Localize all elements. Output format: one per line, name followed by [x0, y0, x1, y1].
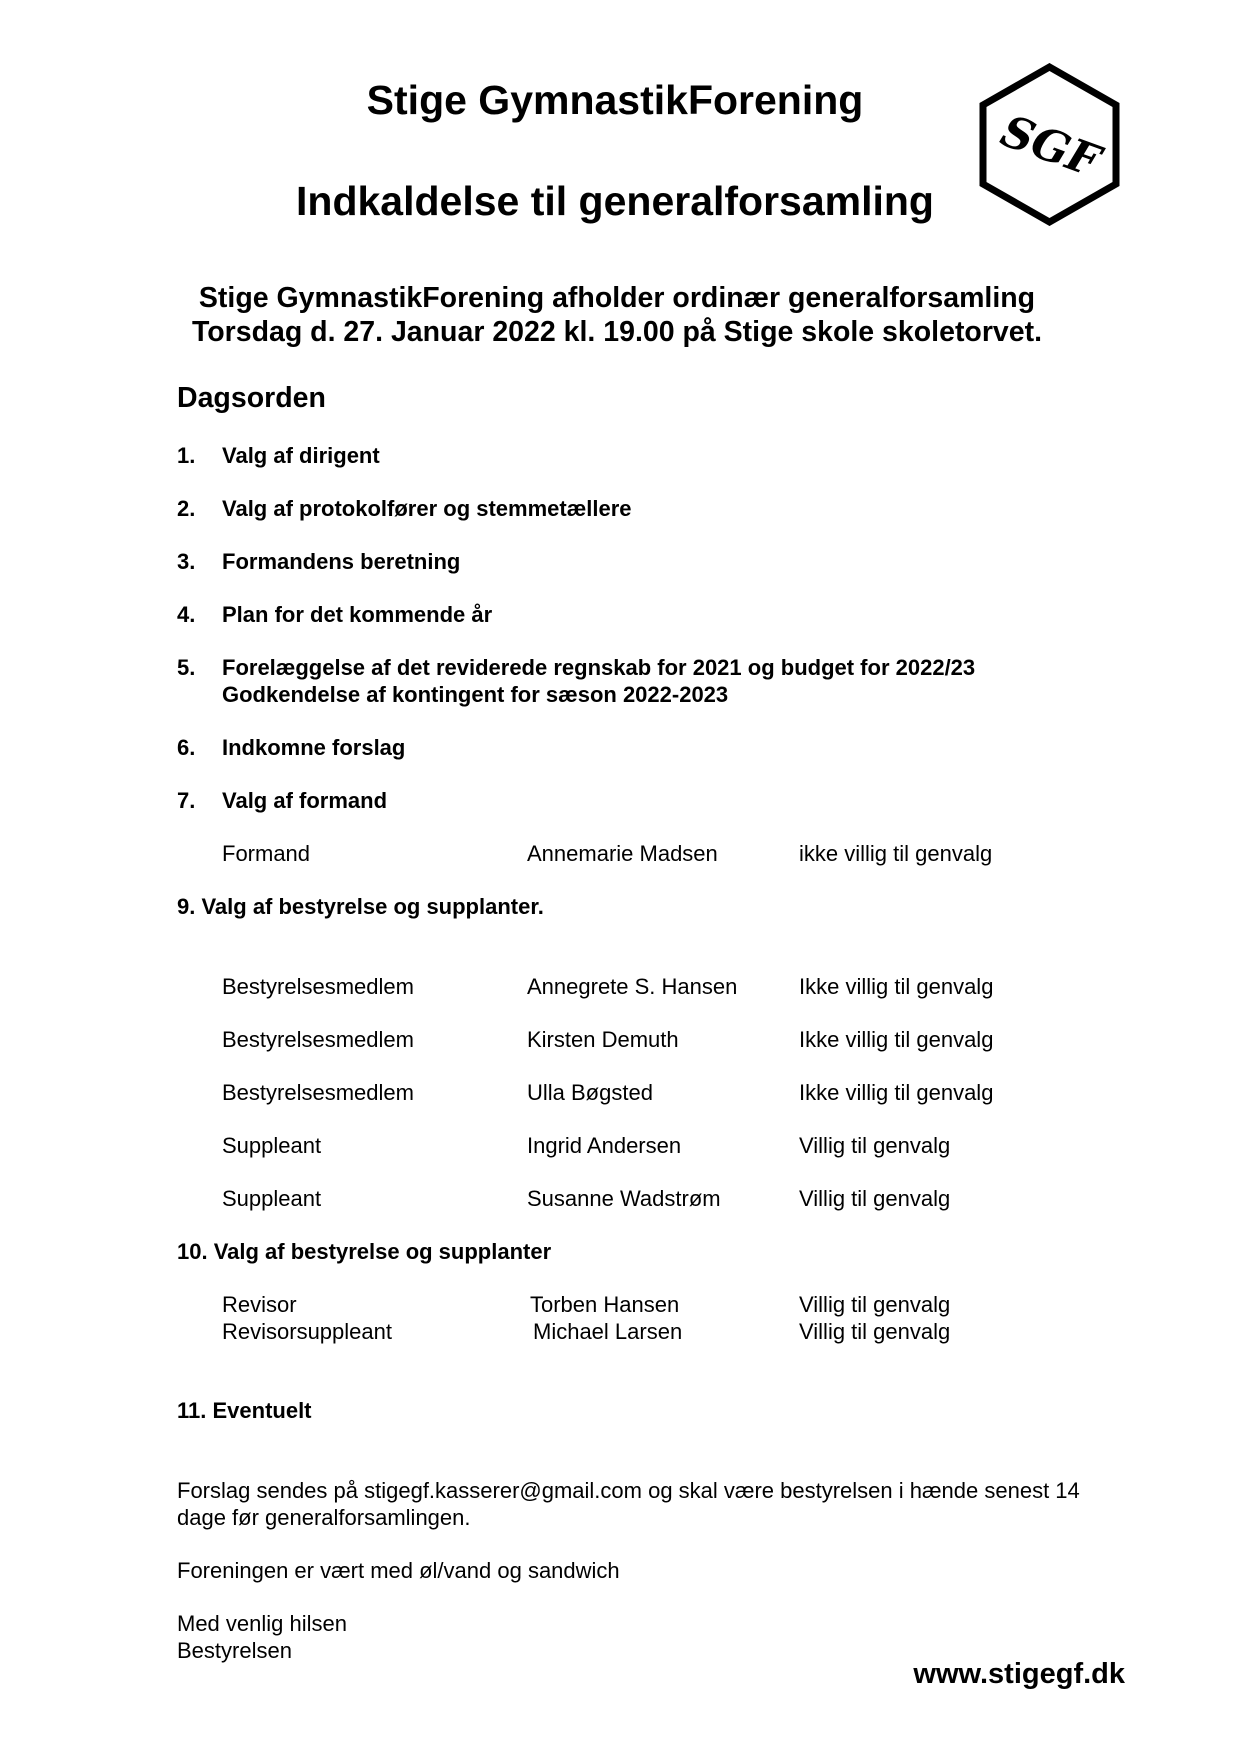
name-cell: Torben Hansen: [530, 1292, 680, 1317]
status-cell: Villig til genvalg: [799, 1133, 951, 1158]
role-cell: Revisorsuppleant: [222, 1319, 392, 1344]
role-cell: Bestyrelsesmedlem: [222, 1027, 414, 1052]
intro-line-1: Stige GymnastikForening afholder ordinær generalforsamling: [198, 282, 1036, 314]
name-cell: Annegrete S. Hansen: [527, 974, 738, 999]
status-cell: Ikke villig til genvalg: [799, 974, 994, 999]
refreshments-text: Foreningen er vært med øl/vand og sandwich: [177, 1558, 620, 1583]
role-cell: Bestyrelsesmedlem: [222, 1080, 414, 1105]
agenda-item-text: Valg af dirigent: [222, 443, 380, 468]
proposal-text-line-1: Forslag sendes på stigegf.kasserer@gmail.com og skal være bestyrelsen i hænde senest 14: [177, 1478, 1080, 1503]
name-cell: Michael Larsen: [533, 1319, 683, 1344]
agenda-item-text: Formandens beretning: [222, 549, 461, 574]
role-cell: Suppleant: [222, 1186, 322, 1211]
agenda-item-number: 6.: [177, 735, 196, 760]
status-cell: Villig til genvalg: [799, 1186, 951, 1211]
agenda-item-text-line2: Godkendelse af kontingent for sæson 2022-2023: [222, 682, 729, 707]
name-cell: Susanne Wadstrøm: [527, 1186, 721, 1211]
agenda-item-number: 3.: [177, 549, 196, 574]
agenda-item-text: Forelæggelse af det reviderede regnskab for 2021 og budget for 2022/23: [222, 655, 976, 680]
section-10-heading: 10. Valg af bestyrelse og supplanter: [177, 1239, 552, 1264]
page-title: Stige GymnastikForening: [366, 77, 864, 123]
name-cell: Annemarie Madsen: [527, 841, 718, 866]
status-cell: Villig til genvalg: [799, 1319, 951, 1344]
sgf-logo: [978, 63, 1121, 226]
status-cell: Villig til genvalg: [799, 1292, 951, 1317]
status-cell: Ikke villig til genvalg: [799, 1027, 994, 1052]
closing-greeting: Med venlig hilsen: [177, 1611, 347, 1636]
agenda-item-number: 1.: [177, 443, 196, 468]
proposal-text-line-2: dage før generalforsamlingen.: [177, 1505, 471, 1530]
intro-line-2: Torsdag d. 27. Januar 2022 kl. 19.00 på Stige skole skoletorvet.: [191, 316, 1043, 348]
status-cell: Ikke villig til genvalg: [799, 1080, 994, 1105]
role-cell: Revisor: [222, 1292, 297, 1317]
website-link[interactable]: www.stigegf.dk: [913, 1658, 1125, 1690]
section-9-heading: 9. Valg af bestyrelse og supplanter.: [177, 894, 544, 919]
agenda-item-text: Indkomne forslag: [222, 735, 406, 760]
name-cell: Kirsten Demuth: [527, 1027, 679, 1052]
name-cell: Ulla Bøgsted: [527, 1080, 653, 1105]
svg-text:SGF: SGF: [994, 105, 1107, 188]
document-subtitle: Indkaldelse til generalforsamling: [296, 178, 934, 224]
agenda-item-text: Plan for det kommende år: [222, 602, 493, 627]
agenda-item-number: 7.: [177, 788, 196, 813]
agenda-item-number: 4.: [177, 602, 196, 627]
role-cell: Formand: [222, 841, 311, 866]
section-11-heading: 11. Eventuelt: [177, 1398, 312, 1423]
agenda-heading: Dagsorden: [177, 382, 326, 414]
role-cell: Bestyrelsesmedlem: [222, 974, 414, 999]
agenda-item-number: 2.: [177, 496, 196, 521]
closing-signature: Bestyrelsen: [177, 1638, 292, 1663]
name-cell: Ingrid Andersen: [527, 1133, 682, 1158]
status-cell: ikke villig til genvalg: [799, 841, 993, 866]
role-cell: Suppleant: [222, 1133, 322, 1158]
agenda-item-text: Valg af formand: [222, 788, 388, 813]
agenda-item-text: Valg af protokolfører og stemmetællere: [222, 496, 632, 521]
agenda-item-number: 5.: [177, 655, 196, 680]
